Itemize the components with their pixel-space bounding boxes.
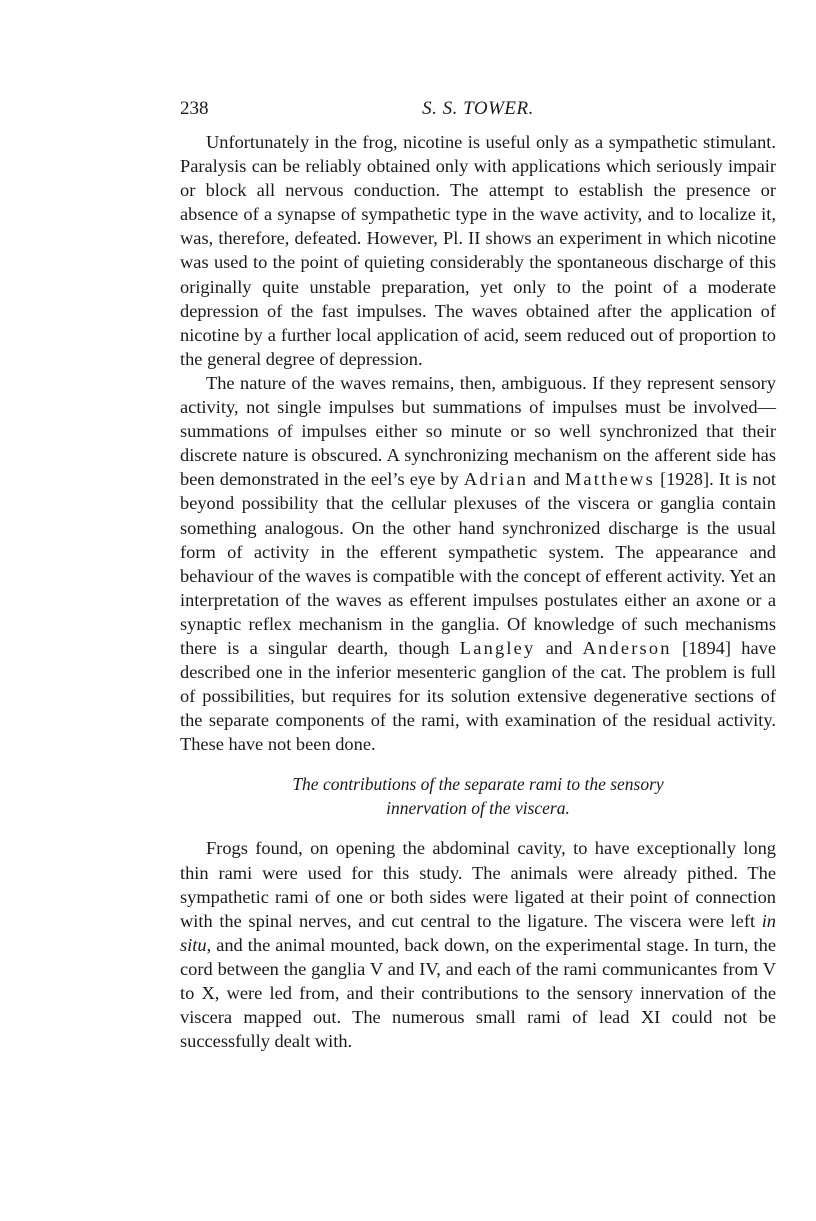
paragraph-text: [1928]. It is not beyond possibility that the cellular plexuses of the viscera or ganglia contain something analogous. On the other hand synchronized discharge is the usual form of activity in the efferent sympathetic system. The appearance and behaviour of the waves is compatible with the concept of efferent activity. Yet an interpretation of the waves as efferent impulses postulates either an axone or a synaptic reflex mechanism in the ganglia. Of knowledge of such mechanisms there is a singular dearth, though	[180, 469, 776, 658]
page-header	[180, 94, 776, 130]
paragraph-text: , and the animal mounted, back down, on the experimental stage. In turn, the cord between the ganglia V and IV, and each of the rami communicantes from V to X, were led from, and their contributions to the sensory innervation of the viscera mapped out. The numerous small rami of lead XI could not be successfully dealt with.	[180, 934, 776, 1052]
paragraph-text: [1894] have described one in the inferior mesenteric ganglion of the cat. The problem is full of possibilities, but requires for its solution extensive degenerative sections of the separate components of the rami, with examination of the residual activity. These have not been done.	[180, 637, 776, 755]
author-citation: Anderson	[582, 637, 672, 658]
paragraph-text: and	[528, 469, 565, 490]
page-number: 238	[180, 98, 209, 119]
paragraph-text: and	[535, 637, 583, 658]
running-title: S. S. TOWER.	[422, 98, 534, 119]
section-heading	[180, 772, 776, 820]
author-citation: Adrian	[463, 469, 529, 490]
paragraph-methods	[180, 836, 776, 1053]
italic-term: in situ	[180, 910, 776, 955]
paragraph-nicotine: Unfortunately in the frog, nicotine is useful only as a sympathetic stimulant. Paralysis can be reliably obtained only with applications which seriously impair or block all nervous conduction. The attempt to establish the presence or absence of a synapse of sympathetic type in the wave activity, and to localize it, was, therefore, defeated. However, Pl. II shows an experiment in which nicotine was used to the point of quieting considerably the spontaneous discharge of this originally quite unstable preparation, yet only to the point of a moderate depression of the fast impulses. The waves obtained after the application of nicotine by a further local application of acid, seem reduced out of proportion to the general degree of depression.	[180, 132, 776, 369]
author-citation: Matthews	[564, 469, 655, 490]
section-heading-line: The contributions of the separate rami to the sensory	[292, 774, 664, 795]
author-citation: Langley	[459, 637, 536, 658]
page	[180, 94, 776, 1053]
paragraph-nature-of-waves	[180, 371, 776, 757]
section-heading-line: innervation of the viscera.	[386, 798, 570, 819]
paragraph-text: The nature of the waves remains, then, ambiguous. If they represent sensory activity, not single impulses but summations of impulses must be involved—summations of impulses either so minute or so well synchronized that their discrete nature is obscured. A synchronizing mechanism on the afferent side has been demonstrated in the eel’s eye by	[180, 372, 776, 490]
paragraph-text: Frogs found, on opening the abdominal cavity, to have exceptionally long thin rami were used for this study. The animals were already pithed. The sympathetic rami of one or both sides were ligated at their point of connection with the spinal nerves, and cut central to the ligature. The viscera were left	[180, 838, 776, 931]
